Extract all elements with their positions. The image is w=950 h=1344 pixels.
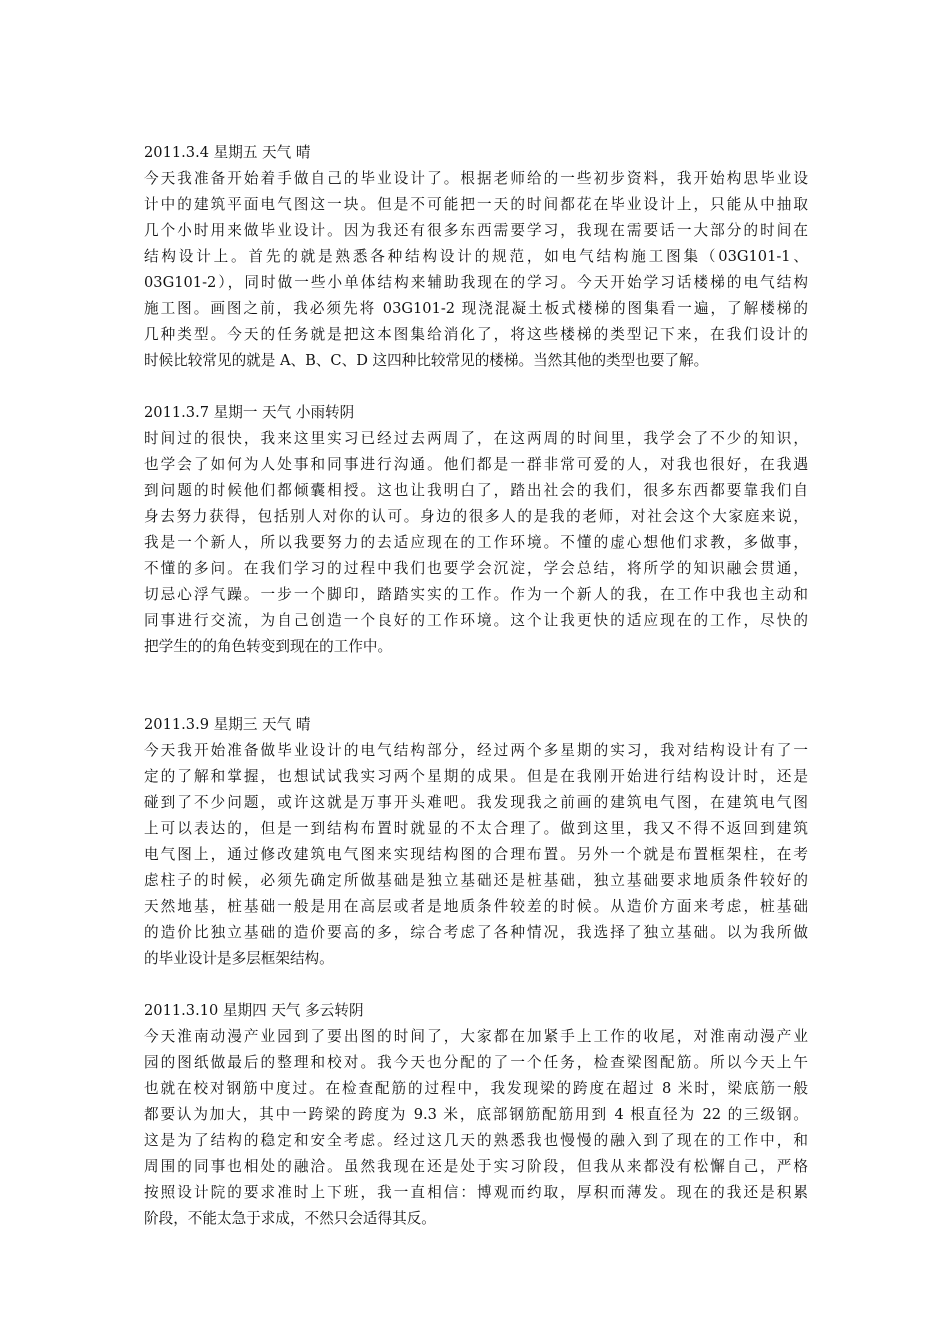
paragraph-line: 天然地基，桩基础一般是用在高层或者是地质条件较差的时候。从造价方面来考虑，桩基础 xyxy=(144,898,808,915)
paragraph-line: 结构设计上。首先的就是熟悉各种结构设计的规范，如电气结构施工图集（03G101-1、 xyxy=(144,248,808,265)
paragraph-line: 时间过的很快，我来这里实习已经过去两周了，在这两周的时间里，我学会了不少的知识， xyxy=(144,430,808,447)
paragraph-line: 计中的建筑平面电气图这一块。但是不可能把一天的时间都花在毕业设计上，只能从中抽取 xyxy=(144,196,808,213)
paragraph-line: 几种类型。今天的任务就是把这本图集给消化了，将这些楼梯的类型记下来，在我们设计的 xyxy=(144,326,808,343)
paragraph-line: 的毕业设计是多层框架结构。 xyxy=(144,950,334,967)
paragraph-line: 碰到了不少问题，或许这就是万事开头难吧。我发现我之前画的建筑电气图，在建筑电气图 xyxy=(144,794,808,811)
entry-date-header: 2011.3.7 星期一 天气 小雨转阴 xyxy=(144,404,355,421)
paragraph-line: 把学生的的角色转变到现在的工作中。 xyxy=(144,638,393,655)
paragraph-line: 定的了解和掌握，也想试试我实习两个星期的成果。但是在我刚开始进行结构设计时，还是 xyxy=(144,768,808,785)
paragraph-line: 上可以表达的，但是一到结构布置时就显的不太合理了。做到这里，我又不得不返回到建筑 xyxy=(144,820,808,837)
paragraph-line: 时候比较常见的就是 A、B、C、D 这四种比较常见的楼梯。当然其他的类型也要了解。 xyxy=(144,352,709,369)
paragraph-line: 也学会了如何为人处事和同事进行沟通。他们都是一群非常可爱的人，对我也很好，在我遇 xyxy=(144,456,808,473)
paragraph-line: 到问题的时候他们都倾囊相授。这也让我明白了，踏出社会的我们，很多东西都要靠我们自 xyxy=(144,482,808,499)
diary-entry-2011-3-10 xyxy=(144,998,808,1232)
paragraph-line: 虑柱子的时候，必须先确定所做基础是独立基础还是桩基础，独立基础要求地质条件较好的 xyxy=(144,872,808,889)
paragraph-line: 今天我准备开始着手做自己的毕业设计了。根据老师给的一些初步资料，我开始构思毕业设 xyxy=(144,170,808,187)
paragraph-line: 这是为了结构的稳定和安全考虑。经过这几天的熟悉我也慢慢的融入到了现在的工作中，和 xyxy=(144,1132,808,1149)
document-page xyxy=(144,140,808,1232)
paragraph-line: 周围的同事也相处的融洽。虽然我现在还是处于实习阶段，但我从来都没有松懈自己，严格 xyxy=(144,1158,808,1175)
paragraph-line: 也就在校对钢筋中度过。在检查配筋的过程中，我发现梁的跨度在超过 8 米时，梁底筋一般 xyxy=(144,1080,808,1097)
paragraph-line: 03G101-2），同时做一些小单体结构来辅助我现在的学习。今天开始学习话楼梯的电气结构 xyxy=(144,274,808,291)
entry-spacer xyxy=(144,972,808,998)
paragraph-line: 几个小时用来做毕业设计。因为我还有很多东西需要学习，我现在需要话一大部分的时间在 xyxy=(144,222,808,239)
paragraph-line: 都要认为加大，其中一跨梁的跨度为 9.3 米，底部钢筋配筋用到 4 根直径为 22 的三级钢。 xyxy=(144,1106,808,1123)
paragraph-line: 施工图。画图之前，我必须先将 03G101-2 现浇混凝土板式楼梯的图集看一遍，了解楼梯的 xyxy=(144,300,808,317)
diary-entry-2011-3-7 xyxy=(144,400,808,660)
paragraph-line: 的造价比独立基础的造价要高的多，综合考虑了各种情况，我选择了独立基础。以为我所做 xyxy=(144,924,808,941)
paragraph-line: 我是一个新人，所以我要努力的去适应现在的工作环境。不懂的虚心想他们求教，多做事， xyxy=(144,534,808,551)
paragraph-line: 身去努力获得，包括别人对你的认可。身边的很多人的是我的老师，对社会这个大家庭来说， xyxy=(144,508,808,525)
entry-date-header: 2011.3.4 星期五 天气 晴 xyxy=(144,144,311,161)
paragraph-line: 切忌心浮气躁。一步一个脚印，踏踏实实的工作。作为一个新人的我，在工作中我也主动和 xyxy=(144,586,808,603)
paragraph-line: 阶段，不能太急于求成，不然只会适得其反。 xyxy=(144,1210,436,1227)
entry-spacer xyxy=(144,374,808,400)
entry-date-header: 2011.3.10 星期四 天气 多云转阴 xyxy=(144,1002,364,1019)
entry-spacer xyxy=(144,660,808,712)
paragraph-line: 同事进行交流，为自己创造一个良好的工作环境。这个让我更快的适应现在的工作，尽快的 xyxy=(144,612,808,629)
paragraph-line: 不懂的多问。在我们学习的过程中我们也要学会沉淀，学会总结，将所学的知识融会贯通， xyxy=(144,560,808,577)
entry-date-header: 2011.3.9 星期三 天气 晴 xyxy=(144,716,311,733)
paragraph-line: 今天淮南动漫产业园到了要出图的时间了，大家都在加紧手上工作的收尾，对淮南动漫产业 xyxy=(144,1028,808,1045)
diary-entry-2011-3-4 xyxy=(144,140,808,374)
paragraph-line: 电气图上，通过修改建筑电气图来实现结构图的合理布置。另外一个就是布置框架柱，在考 xyxy=(144,846,808,863)
paragraph-line: 园的图纸做最后的整理和校对。我今天也分配的了一个任务，检查梁图配筋。所以今天上午 xyxy=(144,1054,808,1071)
paragraph-line: 今天我开始准备做毕业设计的电气结构部分，经过两个多星期的实习，我对结构设计有了一 xyxy=(144,742,808,759)
diary-entry-2011-3-9 xyxy=(144,712,808,972)
paragraph-line: 按照设计院的要求准时上下班，我一直相信：博观而约取，厚积而薄发。现在的我还是积累 xyxy=(144,1184,808,1201)
